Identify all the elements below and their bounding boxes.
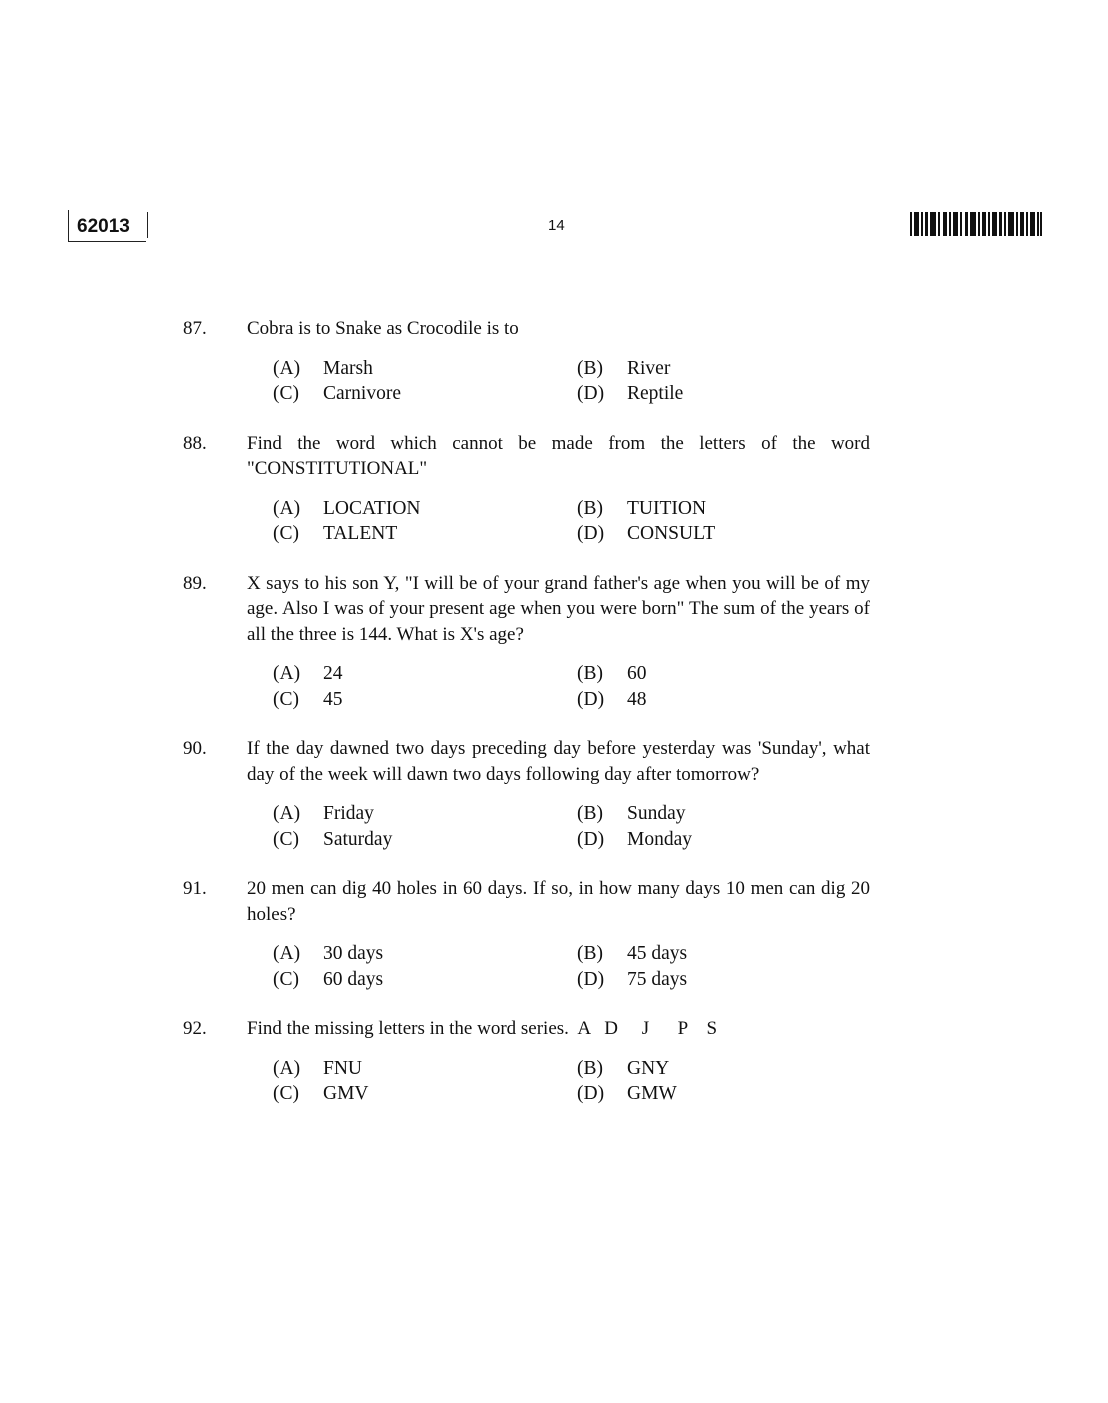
option-label: (B) <box>577 1057 603 1079</box>
option-label: (C) <box>273 523 299 544</box>
barcode-icon <box>910 212 1042 236</box>
option-d <box>577 521 777 547</box>
option-b <box>577 356 777 382</box>
question-number: 90. <box>183 738 207 759</box>
question-number: 89. <box>183 572 207 594</box>
option-text: River <box>627 357 671 379</box>
question-text: 20 men can dig 40 holes in 60 days. If so, in how many days 10 men can dig 20 holes? <box>247 878 870 925</box>
option-label: (C) <box>273 968 299 990</box>
option-label: (B) <box>577 943 603 964</box>
option-text: 75 days <box>627 968 688 990</box>
option-label: (D) <box>577 1083 605 1104</box>
option-text: 45 days <box>627 943 688 964</box>
option-label: (B) <box>577 803 603 824</box>
option-c <box>273 687 577 713</box>
page-number: 14 <box>548 217 565 234</box>
option-text: 30 days <box>323 943 384 964</box>
option-text: Monday <box>627 828 692 850</box>
question-89 <box>0 571 1108 713</box>
option-b <box>577 941 777 967</box>
option-text: Saturday <box>323 828 393 850</box>
option-d <box>577 687 777 713</box>
question-text: If the day dawned two days preceding day before yesterday was 'Sunday', what day of the week will dawn two days following day after tomorrow? <box>247 738 870 785</box>
page-header <box>0 0 1108 260</box>
option-a <box>273 1056 577 1082</box>
question-text: Find the missing letters in the word series. A D J P S <box>247 1018 718 1039</box>
option-c <box>273 1081 577 1107</box>
option-text: GMW <box>627 1083 677 1104</box>
option-text: CONSULT <box>627 523 716 544</box>
option-label: (C) <box>273 828 299 850</box>
option-label: (A) <box>273 943 301 964</box>
option-text: Sunday <box>627 803 686 824</box>
option-c <box>273 521 577 547</box>
option-a <box>273 356 577 382</box>
question-88 <box>0 431 1108 547</box>
option-label: (C) <box>273 383 299 404</box>
option-text: 60 <box>627 663 647 684</box>
option-a <box>273 496 577 522</box>
question-91 <box>0 876 1108 992</box>
option-label: (A) <box>273 663 301 684</box>
option-label: (D) <box>577 523 605 544</box>
option-text: TUITION <box>627 497 707 519</box>
option-list <box>273 661 1108 712</box>
option-c <box>273 381 577 407</box>
option-text: LOCATION <box>323 497 421 519</box>
option-text: 24 <box>323 663 343 684</box>
option-label: (D) <box>577 828 605 850</box>
question-number: 92. <box>183 1018 207 1039</box>
option-text: Marsh <box>323 357 373 379</box>
option-text: GMV <box>323 1083 369 1104</box>
option-b <box>577 496 777 522</box>
option-label: (C) <box>273 688 299 710</box>
question-92 <box>0 1016 1108 1107</box>
option-text: Reptile <box>627 383 684 404</box>
option-a <box>273 801 577 827</box>
option-c <box>273 967 577 993</box>
option-d <box>577 967 777 993</box>
question-number: 87. <box>183 318 207 339</box>
question-number: 88. <box>183 432 207 454</box>
option-label: (D) <box>577 688 605 710</box>
question-text: X says to his son Y, "I will be of your grand father's age when you will be of my age. Also I was of your present age when you were born" The sum of the years of all the three is 144. What is X's age? <box>247 572 870 645</box>
question-90 <box>0 736 1108 852</box>
option-label: (C) <box>273 1083 299 1104</box>
option-label: (A) <box>273 803 301 824</box>
option-c <box>273 827 577 853</box>
option-d <box>577 827 777 853</box>
paper-code: 62013 <box>68 210 146 242</box>
question-list <box>0 316 1108 1107</box>
option-text: 48 <box>627 688 647 710</box>
option-text: 45 <box>323 688 343 710</box>
option-d <box>577 381 777 407</box>
option-label: (B) <box>577 357 603 379</box>
option-list <box>273 496 1108 547</box>
option-label: (D) <box>577 968 605 990</box>
option-text: Carnivore <box>323 383 401 404</box>
option-b <box>577 661 777 687</box>
option-a <box>273 941 577 967</box>
option-label: (A) <box>273 357 301 379</box>
question-text: Find the word which cannot be made from the letters of the word "CONSTITUTIONAL" <box>247 432 870 479</box>
option-label: (B) <box>577 497 603 519</box>
option-text: GNY <box>627 1057 670 1079</box>
option-list <box>273 801 1108 852</box>
option-list <box>273 356 1108 407</box>
option-text: FNU <box>323 1057 363 1079</box>
option-label: (A) <box>273 1057 301 1079</box>
option-b <box>577 1056 777 1082</box>
option-list <box>273 941 1108 992</box>
option-label: (B) <box>577 663 603 684</box>
option-d <box>577 1081 777 1107</box>
option-list <box>273 1056 1108 1107</box>
question-number: 91. <box>183 878 207 899</box>
option-text: Friday <box>323 803 374 824</box>
option-a <box>273 661 577 687</box>
option-b <box>577 801 777 827</box>
question-text: Cobra is to Snake as Crocodile is to <box>247 318 519 339</box>
option-text: TALENT <box>323 523 398 544</box>
option-text: 60 days <box>323 968 384 990</box>
question-87 <box>0 316 1108 407</box>
option-label: (D) <box>577 383 605 404</box>
option-label: (A) <box>273 497 301 519</box>
